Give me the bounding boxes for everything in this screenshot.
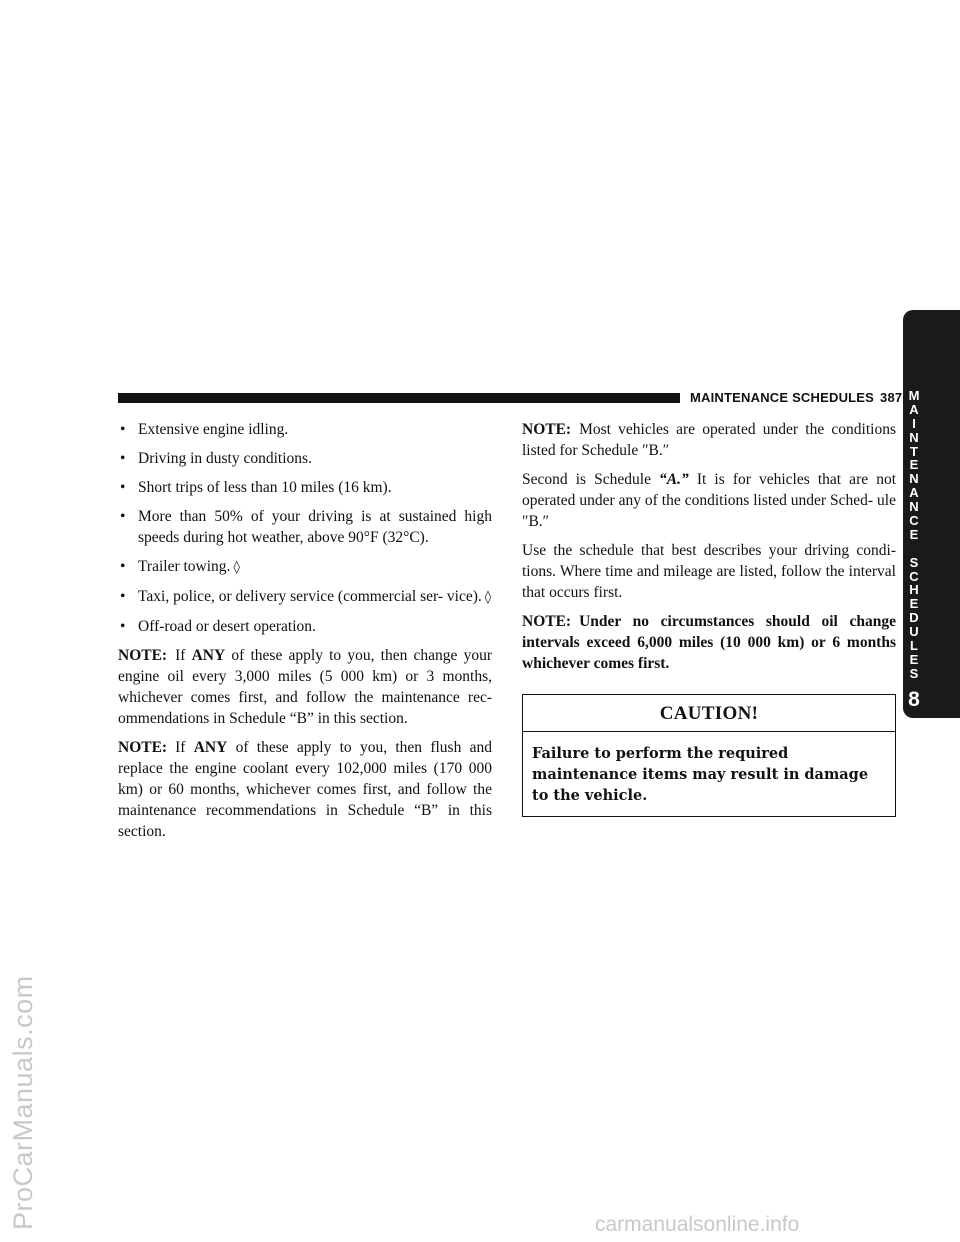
list-item-text: Driving in dusty conditions.: [138, 450, 312, 467]
bullet-dot: •: [120, 479, 126, 496]
caution-body: Failure to perform the required maintenance items may result in damage to the vehicle.: [532, 745, 869, 804]
bullet-dot: •: [120, 508, 126, 525]
list-item-text: Extensive engine idling.: [138, 421, 289, 438]
note-label: NOTE:: [118, 647, 168, 664]
tab-letter: C: [909, 568, 919, 584]
tab-letter: L: [910, 638, 918, 654]
bullet-dot: •: [120, 618, 126, 635]
page-number: 387: [880, 390, 903, 405]
tab-letter: S: [909, 665, 919, 681]
tab-letter: A: [909, 401, 919, 417]
bullet-dot: •: [120, 450, 126, 467]
watermark-vertical: ProCarManuals.com: [8, 975, 38, 1230]
list-item-text: More than 50% of your driving is at sustained high speeds during hot weather, above 90°F (32°C).: [138, 508, 492, 546]
tab-letter: A: [909, 485, 919, 501]
tab-letter: E: [909, 596, 919, 612]
tab-letter: U: [909, 624, 919, 640]
note-label: NOTE:: [522, 421, 572, 438]
tab-letter: M: [908, 388, 920, 403]
caution-title: CAUTION!: [523, 695, 895, 732]
note-label: NOTE:: [118, 739, 168, 756]
condition-list: [118, 419, 492, 637]
paragraph-schedule-a: Second is Schedule “A.” It is for vehicles that are not operated under any of the conditions listed under Sched- ule ″B.″: [522, 471, 896, 530]
running-header: [690, 390, 902, 405]
list-item: [118, 616, 492, 637]
watermark-bottom: carmanualsonline.info: [595, 1213, 800, 1236]
left-column: [118, 419, 492, 850]
note-schedule-b: NOTE: Most vehicles are operated under the conditions listed for Schedule ″B.″: [522, 421, 896, 459]
note-label: NOTE:: [522, 613, 572, 630]
diamond-icon: ◊: [233, 560, 240, 575]
bullet-dot: •: [120, 558, 126, 575]
tab-letter: E: [909, 457, 919, 473]
list-item-text: Trailer towing.: [138, 558, 231, 575]
tab-letter: H: [909, 582, 919, 598]
list-item-text: Taxi, police, or delivery service (commercial ser- vice).: [138, 588, 482, 605]
tab-letter: N: [909, 471, 919, 487]
tab-letter: E: [909, 526, 919, 542]
bullet-dot: •: [120, 588, 126, 605]
list-item: [118, 448, 492, 469]
right-column: [522, 419, 896, 817]
tab-letter: [906, 542, 922, 556]
note-oil-interval: NOTE: Under no circumstances should oil change intervals exceed 6,000 miles (10 000 km) or 6 months whichever comes first.: [522, 613, 896, 672]
list-item: [118, 477, 492, 498]
caution-box: [522, 694, 896, 817]
tab-letter: S: [909, 554, 919, 570]
list-item: [118, 506, 492, 548]
list-item: [118, 419, 492, 440]
tab-letter: T: [910, 443, 918, 459]
tab-letter: N: [909, 429, 919, 445]
tab-letter: C: [909, 513, 919, 529]
list-item: [118, 586, 492, 608]
diamond-icon: ◊: [484, 590, 492, 605]
list-item-text: Short trips of less than 10 miles (16 km).: [138, 479, 392, 496]
tab-letter: E: [909, 651, 919, 667]
tab-letter: I: [912, 415, 916, 431]
note-engine-oil: NOTE: If ANY of these apply to you, then change your engine oil every 3,000 miles (5 000 km) or 3 months, whichever comes first, and follow the maintenance rec- ommendations in Schedule “B” in this section.: [118, 647, 493, 727]
chapter-number: 8: [908, 688, 920, 711]
chapter-tab-letters: [906, 389, 922, 681]
tab-letter: D: [909, 610, 919, 626]
section-title: MAINTENANCE SCHEDULES: [690, 390, 875, 405]
bullet-dot: •: [120, 421, 126, 438]
list-item-text: Off-road or desert operation.: [138, 618, 316, 635]
tab-letter: N: [909, 499, 919, 515]
list-item: [118, 556, 492, 578]
paragraph-use-schedule: Use the schedule that best describes your driving condi- tions. Where time and mileage are listed, follow the interval that occurs first.: [522, 542, 896, 601]
note-engine-coolant: NOTE: If ANY of these apply to you, then flush and replace the engine coolant every 102,000 miles (170 000 km) or 60 months, whichever comes first, and follow the maintenance recommendations in Schedule “B” in this section.: [118, 739, 492, 840]
header-rule: [118, 393, 680, 403]
